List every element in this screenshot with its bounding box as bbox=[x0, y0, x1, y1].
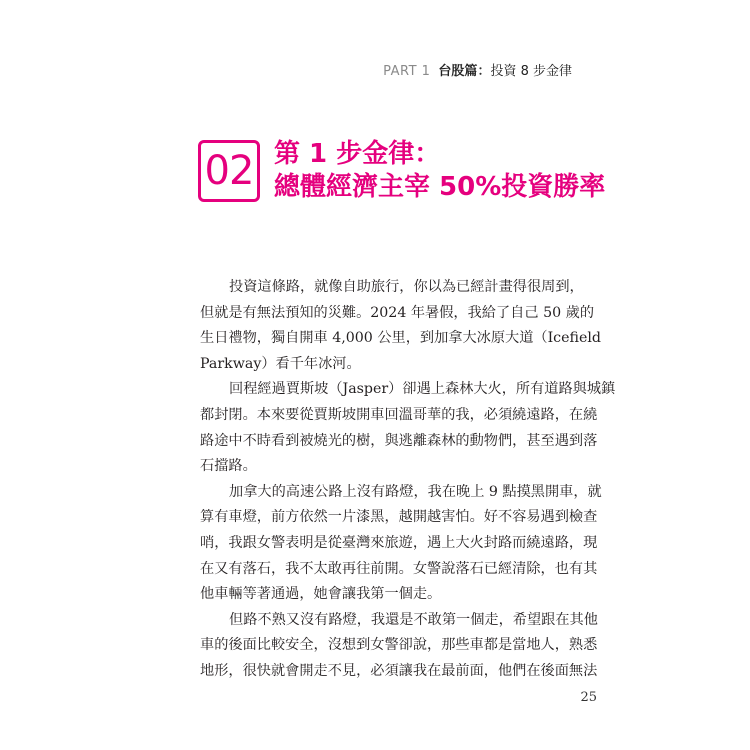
text-line: 哨，我跟女警表明是從臺灣來旅遊，遇上大火封路而繞遠路，現 bbox=[200, 534, 598, 551]
text-line: 地形，很快就會開走不見，必須讓我在最前面，他們在後面無法 bbox=[200, 662, 598, 679]
part-label: PART 1 bbox=[383, 64, 431, 79]
text-line: 回程經過賈斯坡（Jasper）卻遇上森林大火，所有道路與城鎮 bbox=[229, 381, 616, 398]
chapter-heading bbox=[198, 138, 605, 204]
body-text bbox=[200, 275, 616, 685]
paragraph-3 bbox=[200, 480, 602, 608]
text-line: 算有車燈，前方依然一片漆黑，越開越害怕。好不容易遇到檢查 bbox=[200, 509, 598, 526]
chapter-title-line-1: 第 1 步金律： bbox=[274, 139, 441, 169]
text-line: 在又有落石，我不太敢再往前開。女警說落石已經清除，也有其 bbox=[200, 560, 598, 577]
chapter-number: 02 bbox=[198, 140, 260, 202]
section-label: 台股篇 bbox=[438, 64, 478, 79]
chapter-title-line-2: 總體經濟主宰 50%投資勝率 bbox=[274, 172, 606, 202]
paragraph-2 bbox=[200, 377, 616, 479]
text-line: 石擋路。 bbox=[200, 458, 257, 475]
chapter-titles bbox=[274, 138, 605, 204]
text-line: 路途中不時看到被燒光的樹，與逃離森林的動物們，甚至遇到落 bbox=[200, 432, 598, 449]
paragraph-1 bbox=[200, 275, 601, 377]
text-line: 加拿大的高速公路上沒有路燈，我在晚上 9 點摸黑開車，就 bbox=[229, 483, 602, 500]
text-line: 生日禮物，獨自開車 4,000 公里，到加拿大冰原大道（Icefield bbox=[200, 330, 601, 347]
page-number: 25 bbox=[580, 690, 597, 705]
text-line: 都封閉。本來要從賈斯坡開車回溫哥華的我，必須繞遠路，在繞 bbox=[200, 406, 598, 423]
header-title: 投資 8 步金律 bbox=[490, 64, 572, 79]
text-line: 投資這條路，就像自助旅行，你以為已經計畫得很周到， bbox=[229, 279, 584, 295]
text-line: 但就是有無法預知的災難。2024 年暑假，我給了自己 50 歲的 bbox=[200, 304, 595, 321]
text-line: 他車輛等著通過，她會讓我第一個走。 bbox=[200, 586, 442, 603]
running-header bbox=[383, 60, 572, 79]
text-line: 車的後面比較安全，沒想到女警卻說，那些車都是當地人，熟悉 bbox=[200, 637, 598, 654]
header-separator: ： bbox=[477, 64, 491, 79]
paragraph-4 bbox=[200, 608, 598, 685]
text-line: 但路不熟又沒有路燈，我還是不敢第一個走，希望跟在其他 bbox=[229, 611, 598, 628]
text-line: Parkway）看千年冰河。 bbox=[200, 355, 361, 372]
